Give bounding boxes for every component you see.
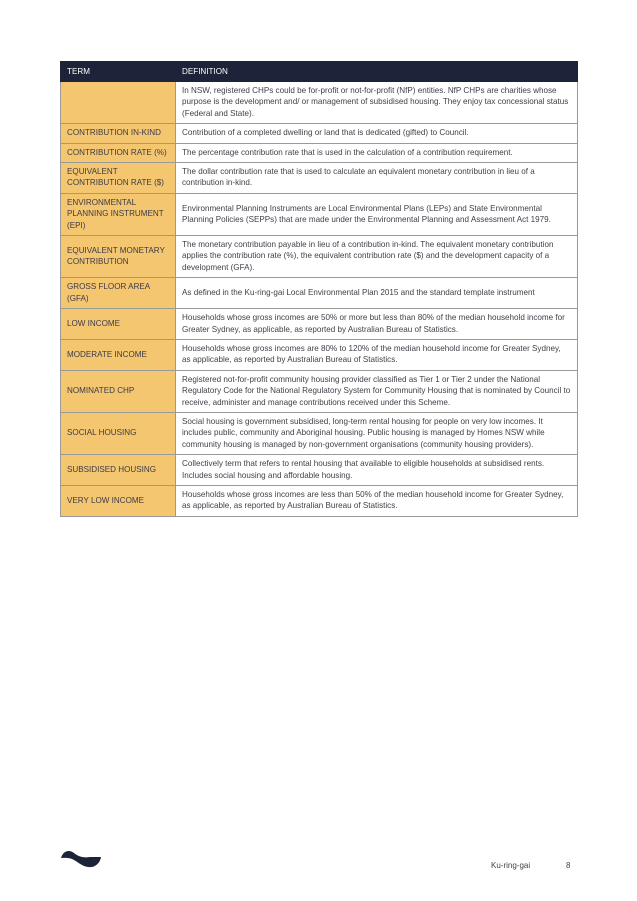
header-definition: DEFINITION [176, 62, 578, 82]
definition-cell: Households whose gross incomes are 80% to 120% of the median household income for Greater Sydney, as applicable, as reported by Australian Bureau of Statistics. [176, 339, 578, 370]
table-row [61, 309, 578, 340]
term-cell: GROSS FLOOR AREA (GFA) [61, 278, 176, 309]
term-cell: CONTRIBUTION IN-KIND [61, 124, 176, 143]
table-row [61, 143, 578, 162]
definition-cell: Collectively term that refers to rental housing that available to eligible households at subsidised rents. Includes social housing and affordable housing. [176, 455, 578, 486]
definition-cell: The percentage contribution rate that is used in the calculation of a contribution requirement. [176, 143, 578, 162]
table-row [61, 278, 578, 309]
table-row [61, 124, 578, 143]
table-row [61, 485, 578, 516]
table-row [61, 163, 578, 194]
term-cell: ENVIRONMENTAL PLANNING INSTRUMENT (EPI) [61, 193, 176, 235]
table-row [61, 236, 578, 278]
definition-cell: As defined in the Ku-ring-gai Local Environmental Plan 2015 and the standard template instrument [176, 278, 578, 309]
definition-cell: Households whose gross incomes are less than 50% of the median household income for Greater Sydney, as applicable, as reported by Australian Bureau of Statistics. [176, 485, 578, 516]
term-cell: EQUIVALENT MONETARY CONTRIBUTION [61, 236, 176, 278]
page-number: 8 [566, 861, 571, 870]
definition-cell: The dollar contribution rate that is used to calculate an equivalent monetary contribution in lieu of a contribution in-kind. [176, 163, 578, 194]
definition-cell: Registered not-for-profit community housing provider classified as Tier 1 or Tier 2 under the National Regulatory Code for the National Regulatory System for Community Housing that is nominated by Council to receive, administer and manage contributions received under this Scheme. [176, 370, 578, 412]
table-row [61, 82, 578, 124]
term-cell: EQUIVALENT CONTRIBUTION RATE ($) [61, 163, 176, 194]
ku-ring-gai-wave-logo-icon [60, 846, 102, 870]
table-row [61, 412, 578, 454]
table-row [61, 370, 578, 412]
header-term: TERM [61, 62, 176, 82]
table-header-row [61, 62, 578, 82]
term-cell: SUBSIDISED HOUSING [61, 455, 176, 486]
definition-cell: Households whose gross incomes are 50% or more but less than 80% of the median household income for Greater Sydney, as applicable, as reported by Australian Bureau of Statistics. [176, 309, 578, 340]
term-cell: SOCIAL HOUSING [61, 412, 176, 454]
definition-cell: In NSW, registered CHPs could be for-profit or not-for-profit (NfP) entities. NfP CHPs are charities whose purpose is the development and/ or management of subsidised housing. They enjoy tax concessional status (Federal and State). [176, 82, 578, 124]
table-row [61, 339, 578, 370]
table-row [61, 455, 578, 486]
definition-cell: Contribution of a completed dwelling or land that is dedicated (gifted) to Council. [176, 124, 578, 143]
table-row [61, 193, 578, 235]
term-cell: LOW INCOME [61, 309, 176, 340]
footer-org-name: Ku-ring-gai [491, 861, 531, 870]
definition-cell: The monetary contribution payable in lieu of a contribution in-kind. The equivalent monetary contribution applies the contribution rate (%), the equivalent contribution rate ($) and the development capacity of a development (GFA). [176, 236, 578, 278]
term-cell: NOMINATED CHP [61, 370, 176, 412]
term-cell: VERY LOW INCOME [61, 485, 176, 516]
term-cell [61, 82, 176, 124]
definition-cell: Environmental Planning Instruments are Local Environmental Plans (LEPs) and State Environmental Planning Policies (SEPPs) that are made under the Environmental Planning and Assessment Act 1979. [176, 193, 578, 235]
glossary-table [60, 61, 578, 517]
term-cell: MODERATE INCOME [61, 339, 176, 370]
term-cell: CONTRIBUTION RATE (%) [61, 143, 176, 162]
definition-cell: Social housing is government subsidised, long-term rental housing for people on very low incomes. It includes public, community and Aboriginal housing. Public housing is managed by Homes NSW while community housing is managed by non-government organisations (community housing providers). [176, 412, 578, 454]
